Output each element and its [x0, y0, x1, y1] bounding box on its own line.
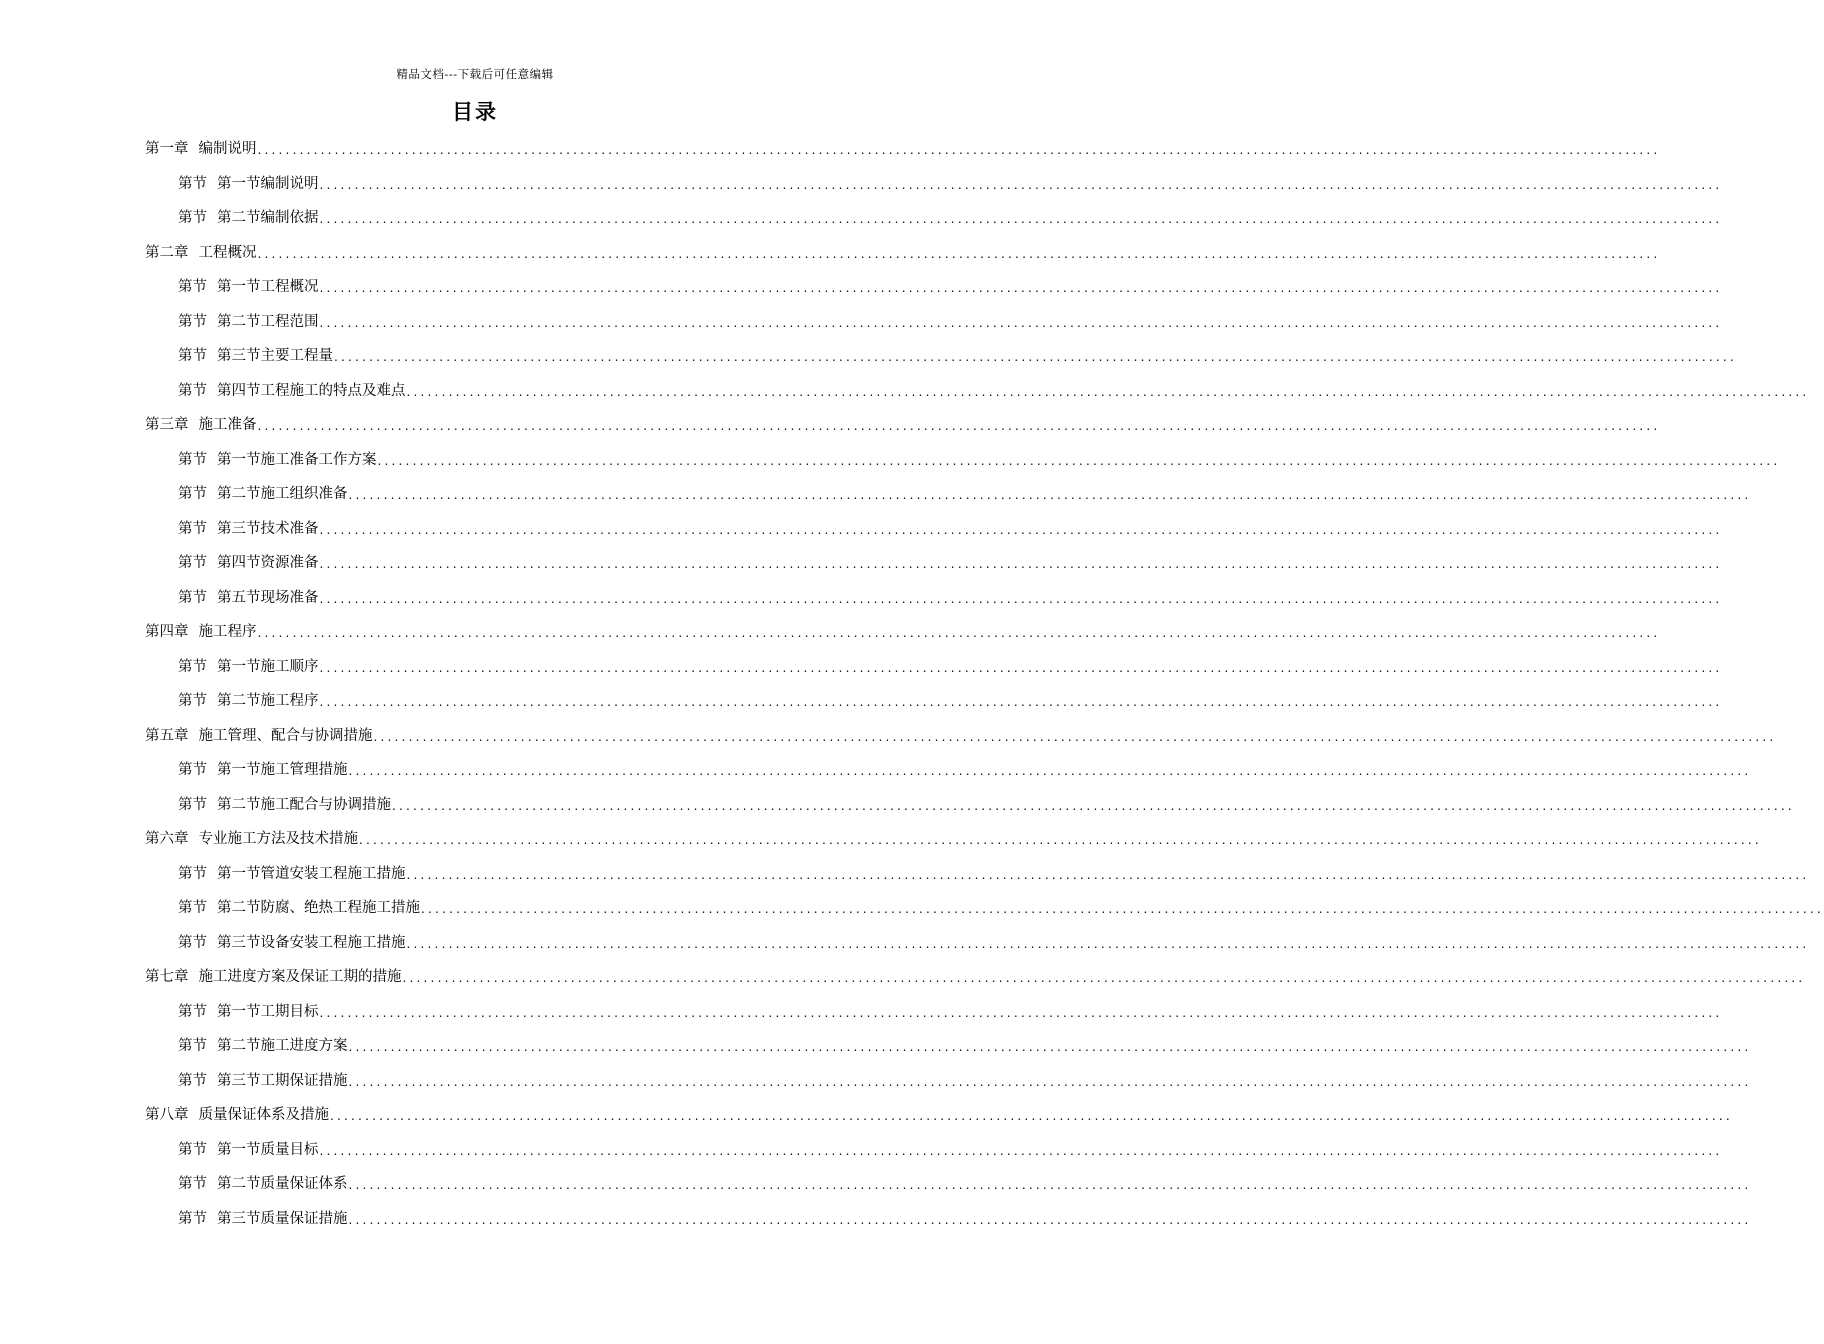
toc-entry-title: 施工准备	[198, 417, 257, 433]
toc-entry-prefix: 第节	[178, 210, 207, 226]
toc-entry-prefix: 第四章	[145, 624, 189, 640]
toc-entry-section[interactable]	[178, 204, 1723, 228]
toc-entry-prefix: 第节	[178, 521, 207, 537]
toc-entry-title: 第二节施工配合与协调措施	[217, 797, 391, 813]
toc-dot-leader: ........................................................................................................................................................................................................	[319, 661, 1723, 675]
toc-dot-leader: ........................................................................................................................................................................................................	[257, 419, 1661, 433]
toc-dot-leader: ........................................................................................................................................................................................................	[330, 1109, 1733, 1123]
toc-entry-section[interactable]	[178, 791, 1795, 815]
toc-entry-title: 第一节施工准备工作方案	[217, 452, 377, 468]
toc-entry-title: 第一节施工顺序	[217, 659, 319, 675]
toc-entry-title: 工程概况	[198, 245, 257, 261]
toc-entry-prefix: 第八章	[145, 1107, 189, 1123]
toc-dot-leader: ........................................................................................................................................................................................................	[373, 730, 1777, 744]
toc-entry-title: 施工管理、配合与协调措施	[198, 728, 373, 744]
toc-dot-leader: ........................................................................................................................................................................................................	[348, 488, 1752, 502]
toc-entry-section[interactable]	[178, 342, 1737, 366]
toc-entry-prefix: 第节	[178, 383, 207, 399]
toc-entry-prefix: 第节	[178, 900, 207, 916]
toc-entry-title: 第三节质量保证措施	[217, 1211, 348, 1227]
toc-dot-leader: ........................................................................................................................................................................................................	[421, 902, 1824, 916]
toc-entry-title: 第五节现场准备	[217, 590, 319, 606]
toc-entry-prefix: 第节	[178, 797, 207, 813]
toc-dot-leader: ........................................................................................................................................................................................................	[319, 1006, 1723, 1020]
toc-entry-prefix: 第节	[178, 314, 207, 330]
toc-dot-leader: ........................................................................................................................................................................................................	[319, 1144, 1723, 1158]
toc-entry-chapter[interactable]	[145, 135, 1661, 159]
toc-entry-prefix: 第节	[178, 486, 207, 502]
toc-entry-prefix: 第节	[178, 762, 207, 778]
toc-dot-leader: ........................................................................................................................................................................................................	[406, 385, 1810, 399]
toc-entry-section[interactable]	[178, 1067, 1752, 1091]
toc-entry-prefix: 第节	[178, 659, 207, 675]
toc-dot-leader: ........................................................................................................................................................................................................	[402, 971, 1806, 985]
toc-entry-section[interactable]	[178, 549, 1723, 573]
toc-entry-prefix: 第节	[178, 866, 207, 882]
toc-entry-title: 第三节工期保证措施	[217, 1073, 348, 1089]
toc-entry-title: 第一节管道安装工程施工措施	[217, 866, 406, 882]
toc-dot-leader: ........................................................................................................................................................................................................	[319, 316, 1723, 330]
toc-entry-title: 第二节施工进度方案	[217, 1038, 348, 1054]
toc-entry-title: 第二节防腐、绝热工程施工措施	[217, 900, 420, 916]
toc-entry-chapter[interactable]	[145, 722, 1777, 746]
toc-entry-title: 第二节施工程序	[217, 693, 319, 709]
toc-entry-title: 第二节工程范围	[217, 314, 319, 330]
toc-dot-leader: ........................................................................................................................................................................................................	[257, 143, 1661, 157]
toc-dot-leader: ........................................................................................................................................................................................................	[348, 1178, 1752, 1192]
toc-dot-leader: ........................................................................................................................................................................................................	[406, 868, 1810, 882]
toc-entry-title: 第二节编制依据	[217, 210, 319, 226]
toc-entry-prefix: 第节	[178, 279, 207, 295]
toc-entry-title: 第一节编制说明	[217, 176, 319, 192]
toc-entry-section[interactable]	[178, 687, 1723, 711]
toc-dot-leader: ........................................................................................................................................................................................................	[257, 626, 1661, 640]
toc-entry-title: 第一节工程概况	[217, 279, 319, 295]
toc-entry-title: 质量保证体系及措施	[198, 1107, 329, 1123]
toc-entry-section[interactable]	[178, 480, 1752, 504]
toc-entry-section[interactable]	[178, 377, 1810, 401]
toc-entry-prefix: 第五章	[145, 728, 189, 744]
toc-dot-leader: ........................................................................................................................................................................................................	[319, 592, 1723, 606]
toc-dot-leader: ........................................................................................................................................................................................................	[319, 557, 1723, 571]
toc-entry-prefix: 第六章	[145, 831, 189, 847]
toc-entry-chapter[interactable]	[145, 825, 1762, 849]
toc-entry-prefix: 第节	[178, 176, 207, 192]
page-header-note: 精品文档---下载后可任意编辑	[396, 67, 554, 81]
toc-dot-leader: ........................................................................................................................................................................................................	[348, 1213, 1752, 1227]
toc-entry-title: 施工程序	[198, 624, 257, 640]
toc-dot-leader: ........................................................................................................................................................................................................	[319, 212, 1723, 226]
toc-dot-leader: ........................................................................................................................................................................................................	[319, 178, 1723, 192]
toc-entry-section[interactable]	[178, 998, 1723, 1022]
toc-entry-title: 第二节施工组织准备	[217, 486, 348, 502]
toc-entry-prefix: 第节	[178, 590, 207, 606]
toc-entry-section[interactable]	[178, 515, 1723, 539]
toc-dot-leader: ........................................................................................................................................................................................................	[319, 281, 1723, 295]
toc-dot-leader: ........................................................................................................................................................................................................	[348, 764, 1752, 778]
toc-entry-section[interactable]	[178, 1136, 1723, 1160]
toc-dot-leader: ........................................................................................................................................................................................................	[334, 350, 1737, 364]
toc-entry-prefix: 第三章	[145, 417, 189, 433]
toc-entry-title: 施工进度方案及保证工期的措施	[198, 969, 402, 985]
toc-dot-leader: ........................................................................................................................................................................................................	[319, 695, 1723, 709]
toc-dot-leader: ........................................................................................................................................................................................................	[406, 937, 1810, 951]
toc-entry-chapter[interactable]	[145, 618, 1661, 642]
toc-entry-chapter[interactable]	[145, 963, 1806, 987]
toc-entry-section[interactable]	[178, 1205, 1752, 1229]
toc-entry-title: 第四节资源准备	[217, 555, 319, 571]
toc-dot-leader: ........................................................................................................................................................................................................	[359, 833, 1762, 847]
toc-entry-title: 第三节技术准备	[217, 521, 319, 537]
toc-entry-section[interactable]	[178, 584, 1723, 608]
toc-entry-prefix: 第节	[178, 1073, 207, 1089]
toc-entry-title: 第三节主要工程量	[217, 348, 333, 364]
toc-dot-leader: ........................................................................................................................................................................................................	[348, 1040, 1752, 1054]
toc-entry-prefix: 第七章	[145, 969, 189, 985]
toc-dot-leader: ........................................................................................................................................................................................................	[392, 799, 1795, 813]
toc-entry-prefix: 第节	[178, 1142, 207, 1158]
toc-entry-section[interactable]	[178, 929, 1810, 953]
toc-entry-section[interactable]	[178, 860, 1810, 884]
toc-entry-title: 专业施工方法及技术措施	[198, 831, 358, 847]
toc-dot-leader: ........................................................................................................................................................................................................	[348, 1075, 1752, 1089]
toc-entry-prefix: 第节	[178, 1176, 207, 1192]
toc-entry-title: 第二节质量保证体系	[217, 1176, 348, 1192]
toc-entry-prefix: 第节	[178, 935, 207, 951]
toc-entry-prefix: 第节	[178, 348, 207, 364]
toc-entry-title: 第一节工期目标	[217, 1004, 319, 1020]
toc-dot-leader: ........................................................................................................................................................................................................	[377, 454, 1781, 468]
toc-entry-prefix: 第节	[178, 452, 207, 468]
page-title: 目录	[452, 100, 498, 124]
toc-entry-section[interactable]	[178, 1032, 1752, 1056]
toc-entry-chapter[interactable]	[145, 239, 1661, 263]
toc-entry-section[interactable]	[178, 756, 1752, 780]
toc-dot-leader: ........................................................................................................................................................................................................	[319, 523, 1723, 537]
toc-dot-leader: ........................................................................................................................................................................................................	[257, 247, 1661, 261]
toc-entry-section[interactable]	[178, 1170, 1752, 1194]
toc-entry-title: 编制说明	[198, 141, 257, 157]
toc-entry-title: 第一节质量目标	[217, 1142, 319, 1158]
toc-entry-prefix: 第节	[178, 1004, 207, 1020]
toc-entry-title: 第一节施工管理措施	[217, 762, 348, 778]
toc-entry-section[interactable]	[178, 894, 1824, 918]
toc-entry-prefix: 第节	[178, 1211, 207, 1227]
toc-entry-prefix: 第节	[178, 555, 207, 571]
toc-entry-prefix: 第节	[178, 693, 207, 709]
toc-entry-prefix: 第二章	[145, 245, 189, 261]
toc-entry-section[interactable]	[178, 273, 1723, 297]
toc-entry-prefix: 第节	[178, 1038, 207, 1054]
toc-entry-title: 第三节设备安装工程施工措施	[217, 935, 406, 951]
toc-entry-prefix: 第一章	[145, 141, 189, 157]
toc-entry-section[interactable]	[178, 653, 1723, 677]
toc-entry-chapter[interactable]	[145, 411, 1661, 435]
toc-entry-title: 第四节工程施工的特点及难点	[217, 383, 406, 399]
toc-entry-section[interactable]	[178, 170, 1723, 194]
toc-entry-section[interactable]	[178, 308, 1723, 332]
toc-entry-chapter[interactable]	[145, 1101, 1733, 1125]
toc-entry-section[interactable]	[178, 446, 1781, 470]
